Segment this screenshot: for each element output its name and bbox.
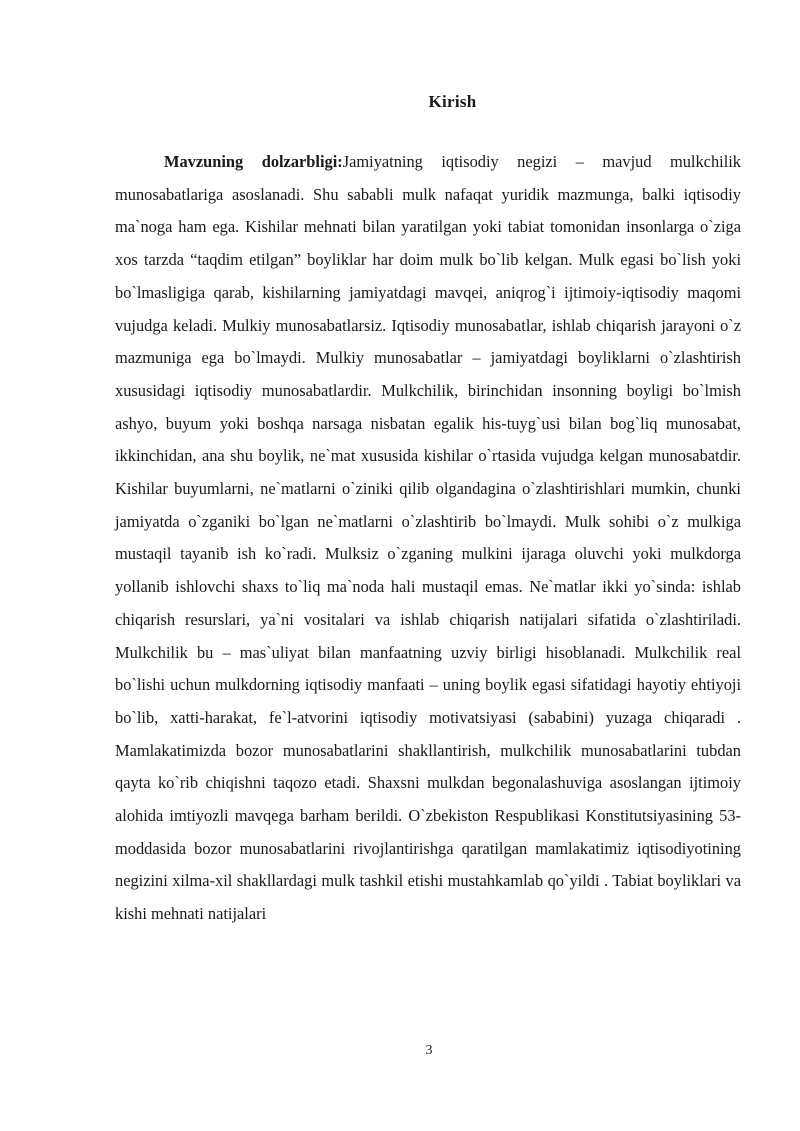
- section-title: Kirish: [428, 92, 477, 111]
- lead-label: Mavzuning dolzarbligi:: [164, 152, 343, 171]
- section-title-wrapper: [0, 92, 800, 112]
- body-paragraph: [115, 146, 741, 931]
- page-number-wrapper: [0, 1043, 800, 1059]
- page-number: 3: [425, 1043, 433, 1058]
- paragraph-text: Jamiyatning iqtisodiy negizi – mavjud mulkchilik munosabatlariga asoslanadi. Shu sababli mulk nafaqat yuridik mazmunga, balki iqtisodiy ma`noga ham ega. Kishilar mehnati bilan yaratilgan yoki tabiat tomonidan insonlarga o`ziga xos tarzda “taqdim etilgan” boyliklar har doim mulk bo`lib kelgan. Mulk egasi bo`lish yoki bo`lmasligiga qarab, kishilarning jamiyatdagi mavqei, aniqrog`i ijtimoiy-iqtisodiy maqomi vujudga keladi. Mulkiy munosabatlarsiz. Iqtisodiy munosabatlar, ishlab chiqarish jarayoni o`z mazmuniga ega bo`lmaydi. Mulkiy munosabatlar – jamiyatdagi boyliklarni o`zlashtirish xususidagi iqtisodiy munosabatlardir. Mulkchilik, birinchidan insonning boyligi bo`lmish ashyo, buyum yoki boshqa narsaga nisbatan egalik his-tuyg`usi bilan bog`liq munosabat, ikkinchidan, ana shu boylik, ne`mat xususida kishilar o`rtasida vujudga kelgan munosabatdir. Kishilar buyumlarni, ne`matlarni o`ziniki qilib olgandagina o`zlashtirishlari mumkin, chunki jamiyatda o`zganiki bo`lgan ne`matlarni o`zlashtirib bo`lmaydi. Mulk sohibi o`z mulkiga mustaqil tayanib ish ko`radi. Mulksiz o`zganing mulkini ijaraga oluvchi yoki mulkdorga yollanib ishlovchi shaxs to`liq ma`noda hali mustaqil emas. Ne`matlar ikki yo`sinda: ishlab chiqarish resurslari, ya`ni vositalari va ishlab chiqarish natijalari sifatida o`zlashtiriladi. Mulkchilik bu – mas`uliyat bilan manfaatning uzviy birligi hisoblanadi. Mulkchilik real bo`lishi uchun mulkdorning iqtisodiy manfaati – uning boylik egasi sifatidagi hayotiy ehtiyoji bo`lib, xatti-harakat, fe`l-atvorini iqtisodiy motivatsiyasi (sababini) yuzaga chiqaradi . Mamlakatimizda bozor munosabatlarini shakllantirish, mulkchilik munosabatlarini tubdan qayta ko`rib chiqishni taqozo etadi. Shaxsni mulkdan begonalashuviga asoslangan ijtimoiy alohida imtiyozli mavqega barham berildi. O`zbekiston Respublikasi Konstitutsiyasining 53-moddasida bozor munosabatlarini rivojlantirishga qaratilgan mamlakatimiz iqtisodiyotining negizini xilma-xil shakllardagi mulk tashkil etishi mustahkamlab qo`yildi . Tabiat boyliklari va kishi mehnati natijalari: [115, 152, 741, 924]
